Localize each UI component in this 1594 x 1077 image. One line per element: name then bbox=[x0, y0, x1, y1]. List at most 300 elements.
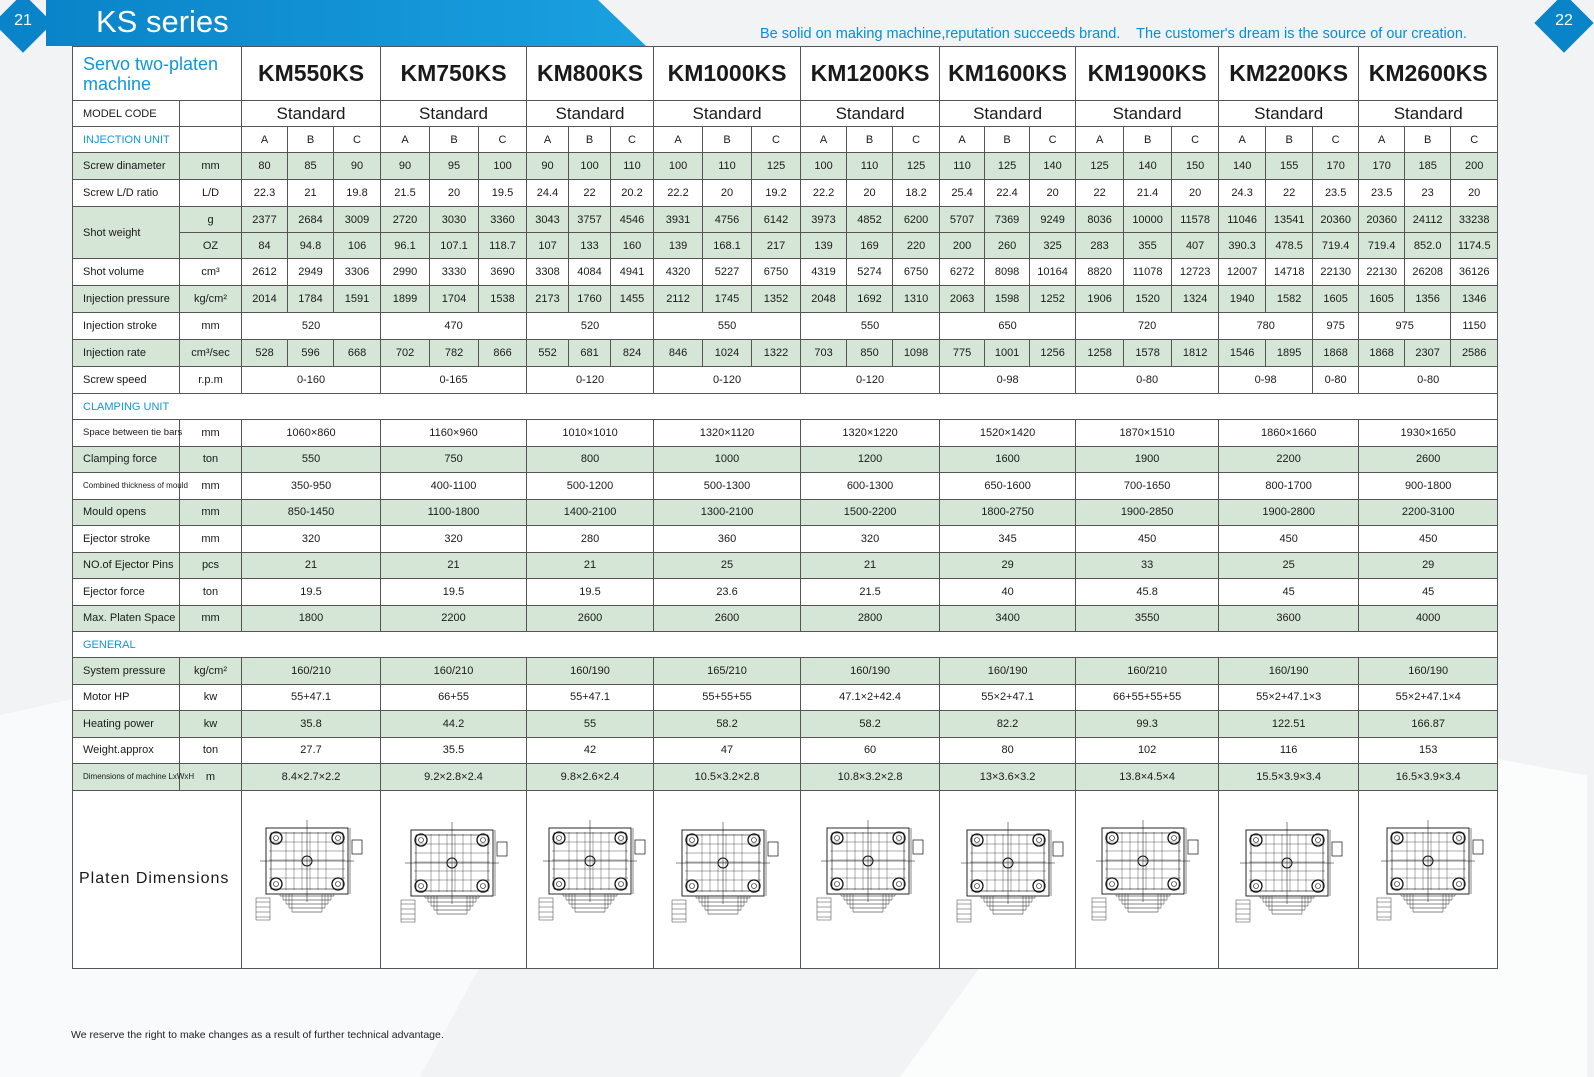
value-cell: 668 bbox=[334, 340, 381, 367]
value-cell: 55×2+47.1×3 bbox=[1219, 684, 1359, 711]
value-cell: 40 bbox=[940, 579, 1076, 606]
row-label: Dimensions of machine LxWxH bbox=[73, 764, 180, 791]
row-unit: ton bbox=[180, 446, 242, 473]
value-cell: 21.5 bbox=[801, 579, 940, 606]
value-cell: 0-98 bbox=[940, 367, 1076, 394]
value-cell: 1868 bbox=[1313, 340, 1359, 367]
value-cell: 700-1650 bbox=[1076, 473, 1219, 500]
value-cell: 116 bbox=[1219, 737, 1359, 764]
value-cell: 10164 bbox=[1030, 259, 1076, 286]
value-cell: 1258 bbox=[1076, 340, 1124, 367]
model-code-value: Standard bbox=[654, 101, 801, 127]
table-row bbox=[73, 552, 1498, 579]
value-cell: 22130 bbox=[1313, 259, 1359, 286]
table-row bbox=[73, 313, 1498, 340]
value-cell: 450 bbox=[1219, 526, 1359, 553]
value-cell: 55 bbox=[527, 711, 654, 738]
value-cell: 1605 bbox=[1313, 286, 1359, 313]
value-cell: 160/190 bbox=[801, 658, 940, 685]
value-cell: 22 bbox=[1266, 180, 1313, 207]
value-cell: 2048 bbox=[801, 286, 847, 313]
screw-option: C bbox=[893, 127, 940, 153]
value-cell: 45 bbox=[1219, 579, 1359, 606]
table-row bbox=[73, 233, 1498, 259]
value-cell: 3690 bbox=[479, 259, 527, 286]
value-cell: 160/210 bbox=[1076, 658, 1219, 685]
value-cell: 20 bbox=[430, 180, 479, 207]
row-unit: cm³/sec bbox=[180, 340, 242, 367]
value-cell: 12007 bbox=[1219, 259, 1266, 286]
value-cell: 100 bbox=[479, 153, 527, 180]
value-cell: 0-120 bbox=[801, 367, 940, 394]
value-cell: 2720 bbox=[381, 207, 430, 233]
value-cell: 1320×1220 bbox=[801, 420, 940, 447]
table-row bbox=[73, 790, 1498, 968]
value-cell: 170 bbox=[1313, 153, 1359, 180]
row-label: Clamping force bbox=[73, 446, 180, 473]
value-cell: 3030 bbox=[430, 207, 479, 233]
row-label: System pressure bbox=[73, 658, 180, 685]
value-cell: 320 bbox=[801, 526, 940, 553]
row-unit: cm³ bbox=[180, 259, 242, 286]
row-label: Space between tie bars bbox=[73, 420, 180, 447]
value-cell: 702 bbox=[381, 340, 430, 367]
value-cell: 90 bbox=[381, 153, 430, 180]
value-cell: 23.5 bbox=[1359, 180, 1405, 207]
value-cell: 2800 bbox=[801, 605, 940, 632]
row-unit: m bbox=[180, 764, 242, 791]
value-cell: 20 bbox=[847, 180, 893, 207]
value-cell: 185 bbox=[1405, 153, 1451, 180]
value-cell: 650 bbox=[940, 313, 1076, 340]
platen-drawing bbox=[527, 790, 654, 968]
table-row bbox=[73, 340, 1498, 367]
value-cell: 4084 bbox=[569, 259, 611, 286]
value-cell: 1900 bbox=[1076, 446, 1219, 473]
row-unit: kg/cm² bbox=[180, 658, 242, 685]
value-cell: 23.6 bbox=[654, 579, 801, 606]
value-cell: 2600 bbox=[527, 605, 654, 632]
model-header: KM1000KS bbox=[654, 47, 801, 101]
platen-drawing bbox=[1359, 790, 1498, 968]
value-cell: 1098 bbox=[893, 340, 940, 367]
model-code-value: Standard bbox=[1219, 101, 1359, 127]
value-cell: 155 bbox=[1266, 153, 1313, 180]
value-cell: 22.3 bbox=[242, 180, 288, 207]
value-cell: 23.5 bbox=[1313, 180, 1359, 207]
value-cell: 866 bbox=[479, 340, 527, 367]
value-cell: 29 bbox=[1359, 552, 1498, 579]
value-cell: 1100-1800 bbox=[381, 499, 527, 526]
value-cell: 550 bbox=[242, 446, 381, 473]
value-cell: 21 bbox=[801, 552, 940, 579]
table-row bbox=[73, 180, 1498, 207]
value-cell: 360 bbox=[654, 526, 801, 553]
model-code-value: Standard bbox=[1076, 101, 1219, 127]
screw-option: C bbox=[334, 127, 381, 153]
value-cell: 133 bbox=[569, 233, 611, 259]
value-cell: 90 bbox=[527, 153, 569, 180]
value-cell: 14718 bbox=[1266, 259, 1313, 286]
screw-option: A bbox=[940, 127, 985, 153]
value-cell: 33238 bbox=[1451, 207, 1498, 233]
value-cell: 19.2 bbox=[752, 180, 801, 207]
value-cell: 0-165 bbox=[381, 367, 527, 394]
value-cell: 66+55 bbox=[381, 684, 527, 711]
row-unit: mm bbox=[180, 499, 242, 526]
table-row bbox=[73, 207, 1498, 233]
table-row bbox=[73, 259, 1498, 286]
row-unit: OZ bbox=[180, 233, 242, 259]
value-cell: 47 bbox=[654, 737, 801, 764]
platen-diagram-icon bbox=[1230, 814, 1348, 944]
value-cell: 852.0 bbox=[1405, 233, 1451, 259]
value-cell: 217 bbox=[752, 233, 801, 259]
value-cell: 107 bbox=[527, 233, 569, 259]
value-cell: 2600 bbox=[654, 605, 801, 632]
table-row bbox=[73, 764, 1498, 791]
screw-option: C bbox=[752, 127, 801, 153]
value-cell: 1320×1120 bbox=[654, 420, 801, 447]
value-cell: 0-120 bbox=[654, 367, 801, 394]
value-cell: 19.5 bbox=[242, 579, 381, 606]
model-code-value: Standard bbox=[381, 101, 527, 127]
value-cell: 4546 bbox=[611, 207, 654, 233]
section-clamping-unit: CLAMPING UNIT bbox=[73, 394, 1498, 420]
value-cell: 7369 bbox=[985, 207, 1030, 233]
value-cell: 320 bbox=[242, 526, 381, 553]
value-cell: 19.5 bbox=[527, 579, 654, 606]
value-cell: 450 bbox=[1076, 526, 1219, 553]
value-cell: 21.5 bbox=[381, 180, 430, 207]
value-cell: 47.1×2+42.4 bbox=[801, 684, 940, 711]
platen-diagram-icon bbox=[252, 814, 370, 944]
value-cell: 22.2 bbox=[654, 180, 703, 207]
value-cell: 478.5 bbox=[1266, 233, 1313, 259]
value-cell: 4756 bbox=[703, 207, 752, 233]
value-cell: 100 bbox=[654, 153, 703, 180]
row-label: Shot weight bbox=[73, 207, 180, 259]
value-cell: 900-1800 bbox=[1359, 473, 1498, 500]
value-cell: 1900-2800 bbox=[1219, 499, 1359, 526]
model-header: KM550KS bbox=[242, 47, 381, 101]
value-cell: 26208 bbox=[1405, 259, 1451, 286]
value-cell: 166.87 bbox=[1359, 711, 1498, 738]
value-cell: 2014 bbox=[242, 286, 288, 313]
value-cell: 720 bbox=[1076, 313, 1219, 340]
screw-option: A bbox=[1359, 127, 1405, 153]
value-cell: 20 bbox=[1172, 180, 1219, 207]
value-cell: 345 bbox=[940, 526, 1076, 553]
screw-option: C bbox=[611, 127, 654, 153]
value-cell: 55+47.1 bbox=[527, 684, 654, 711]
value-cell: 24112 bbox=[1405, 207, 1451, 233]
value-cell: 775 bbox=[940, 340, 985, 367]
value-cell: 24.3 bbox=[1219, 180, 1266, 207]
value-cell: 35.8 bbox=[242, 711, 381, 738]
model-header: KM1900KS bbox=[1076, 47, 1219, 101]
row-unit: ton bbox=[180, 737, 242, 764]
value-cell: 21.4 bbox=[1124, 180, 1172, 207]
value-cell: 23 bbox=[1405, 180, 1451, 207]
value-cell: 2173 bbox=[527, 286, 569, 313]
slogan: Be solid on making machine,reputation succeeds brand. The customer's dream is the source of our creation. bbox=[760, 26, 1467, 42]
table-row bbox=[73, 632, 1498, 658]
value-cell: 110 bbox=[611, 153, 654, 180]
value-cell: 4852 bbox=[847, 207, 893, 233]
value-cell: 2112 bbox=[654, 286, 703, 313]
model-header: KM1200KS bbox=[801, 47, 940, 101]
value-cell: 29 bbox=[940, 552, 1076, 579]
value-cell: 160 bbox=[611, 233, 654, 259]
platen-dimensions-label: Platen Dimensions bbox=[73, 790, 242, 968]
value-cell: 22.4 bbox=[985, 180, 1030, 207]
value-cell: 9.8×2.6×2.4 bbox=[527, 764, 654, 791]
value-cell: 1322 bbox=[752, 340, 801, 367]
value-cell: 160/190 bbox=[1219, 658, 1359, 685]
row-label: Screw speed bbox=[73, 367, 180, 394]
value-cell: 2307 bbox=[1405, 340, 1451, 367]
screw-option: C bbox=[479, 127, 527, 153]
value-cell: 1520×1420 bbox=[940, 420, 1076, 447]
value-cell: 3400 bbox=[940, 605, 1076, 632]
row-label: Combined thickness of mould bbox=[73, 473, 180, 500]
value-cell: 1455 bbox=[611, 286, 654, 313]
value-cell: 500-1200 bbox=[527, 473, 654, 500]
value-cell: 42 bbox=[527, 737, 654, 764]
platen-diagram-icon bbox=[395, 814, 513, 944]
value-cell: 24.4 bbox=[527, 180, 569, 207]
value-cell: 4000 bbox=[1359, 605, 1498, 632]
table-row bbox=[73, 658, 1498, 685]
value-cell: 9249 bbox=[1030, 207, 1076, 233]
table-row bbox=[73, 579, 1498, 606]
screw-option: A bbox=[801, 127, 847, 153]
value-cell: 20.2 bbox=[611, 180, 654, 207]
value-cell: 1160×960 bbox=[381, 420, 527, 447]
specification-table bbox=[72, 46, 1498, 969]
model-header: KM800KS bbox=[527, 47, 654, 101]
table-row bbox=[73, 737, 1498, 764]
screw-option: A bbox=[242, 127, 288, 153]
value-cell: 782 bbox=[430, 340, 479, 367]
value-cell: 125 bbox=[752, 153, 801, 180]
value-cell: 2586 bbox=[1451, 340, 1498, 367]
value-cell: 153 bbox=[1359, 737, 1498, 764]
value-cell: 260 bbox=[985, 233, 1030, 259]
value-cell: 96.1 bbox=[381, 233, 430, 259]
value-cell: 1346 bbox=[1451, 286, 1498, 313]
value-cell: 350-950 bbox=[242, 473, 381, 500]
value-cell: 1520 bbox=[1124, 286, 1172, 313]
platen-diagram-icon bbox=[949, 814, 1067, 944]
row-label: Motor HP bbox=[73, 684, 180, 711]
value-cell: 160/210 bbox=[381, 658, 527, 685]
value-cell: 1400-2100 bbox=[527, 499, 654, 526]
value-cell: 1352 bbox=[752, 286, 801, 313]
value-cell: 139 bbox=[801, 233, 847, 259]
value-cell: 4320 bbox=[654, 259, 703, 286]
value-cell: 12723 bbox=[1172, 259, 1219, 286]
value-cell: 82.2 bbox=[940, 711, 1076, 738]
row-unit: mm bbox=[180, 420, 242, 447]
value-cell: 84 bbox=[242, 233, 288, 259]
platen-diagram-icon bbox=[1369, 814, 1487, 944]
value-cell: 0-160 bbox=[242, 367, 381, 394]
platen-drawing bbox=[381, 790, 527, 968]
value-cell: 2684 bbox=[288, 207, 334, 233]
row-label: Injection stroke bbox=[73, 313, 180, 340]
value-cell: 1150 bbox=[1451, 313, 1498, 340]
platen-diagram-icon bbox=[531, 814, 649, 944]
table-row bbox=[73, 473, 1498, 500]
value-cell: 2600 bbox=[1359, 446, 1498, 473]
model-code-value: Standard bbox=[940, 101, 1076, 127]
section-injection-unit: INJECTION UNIT bbox=[73, 127, 180, 153]
value-cell: 2990 bbox=[381, 259, 430, 286]
row-label: NO.of Ejector Pins bbox=[73, 552, 180, 579]
value-cell: 3306 bbox=[334, 259, 381, 286]
table-row bbox=[73, 605, 1498, 632]
platen-drawing bbox=[242, 790, 381, 968]
value-cell: 2612 bbox=[242, 259, 288, 286]
value-cell: 8036 bbox=[1076, 207, 1124, 233]
value-cell: 35.5 bbox=[381, 737, 527, 764]
value-cell: 55+55+55 bbox=[654, 684, 801, 711]
value-cell: 800 bbox=[527, 446, 654, 473]
value-cell: 650-1600 bbox=[940, 473, 1076, 500]
value-cell: 20 bbox=[1451, 180, 1498, 207]
table-row bbox=[73, 499, 1498, 526]
value-cell: 200 bbox=[940, 233, 985, 259]
value-cell: 25.4 bbox=[940, 180, 985, 207]
row-label: Ejector force bbox=[73, 579, 180, 606]
value-cell: 2200 bbox=[381, 605, 527, 632]
model-code-value: Standard bbox=[527, 101, 654, 127]
value-cell: 596 bbox=[288, 340, 334, 367]
value-cell: 780 bbox=[1219, 313, 1313, 340]
value-cell: 1300-2100 bbox=[654, 499, 801, 526]
value-cell: 1906 bbox=[1076, 286, 1124, 313]
value-cell: 8820 bbox=[1076, 259, 1124, 286]
value-cell: 550 bbox=[801, 313, 940, 340]
value-cell: 280 bbox=[527, 526, 654, 553]
value-cell: 1745 bbox=[703, 286, 752, 313]
header bbox=[0, 0, 1587, 46]
value-cell: 94.8 bbox=[288, 233, 334, 259]
value-cell: 200 bbox=[1451, 153, 1498, 180]
value-cell: 90 bbox=[334, 153, 381, 180]
value-cell: 125 bbox=[1076, 153, 1124, 180]
platen-drawing bbox=[940, 790, 1076, 968]
value-cell: 36126 bbox=[1451, 259, 1498, 286]
value-cell: 15.5×3.9×3.4 bbox=[1219, 764, 1359, 791]
platen-diagram-icon bbox=[811, 814, 929, 944]
value-cell: 470 bbox=[381, 313, 527, 340]
screw-option: A bbox=[1219, 127, 1266, 153]
value-cell: 45.8 bbox=[1076, 579, 1219, 606]
value-cell: 1895 bbox=[1266, 340, 1313, 367]
screw-option: B bbox=[703, 127, 752, 153]
value-cell: 2200 bbox=[1219, 446, 1359, 473]
value-cell: 528 bbox=[242, 340, 288, 367]
value-cell: 58.2 bbox=[801, 711, 940, 738]
table-row bbox=[73, 101, 1498, 127]
value-cell: 33 bbox=[1076, 552, 1219, 579]
screw-option: C bbox=[1451, 127, 1498, 153]
row-label: Weight.approx bbox=[73, 737, 180, 764]
model-code-value: Standard bbox=[801, 101, 940, 127]
value-cell: 5227 bbox=[703, 259, 752, 286]
value-cell: 19.5 bbox=[381, 579, 527, 606]
value-cell: 0-98 bbox=[1219, 367, 1313, 394]
table-row bbox=[73, 394, 1498, 420]
value-cell: 1060×860 bbox=[242, 420, 381, 447]
value-cell: 20 bbox=[1030, 180, 1076, 207]
model-code-label: MODEL CODE bbox=[73, 101, 180, 127]
value-cell: 55+47.1 bbox=[242, 684, 381, 711]
value-cell: 1356 bbox=[1405, 286, 1451, 313]
section-general: GENERAL bbox=[73, 632, 1498, 658]
value-cell: 1870×1510 bbox=[1076, 420, 1219, 447]
value-cell: 22 bbox=[569, 180, 611, 207]
value-cell: 60 bbox=[801, 737, 940, 764]
value-cell: 160/190 bbox=[527, 658, 654, 685]
screw-option: B bbox=[1266, 127, 1313, 153]
value-cell: 1900-2850 bbox=[1076, 499, 1219, 526]
value-cell: 1001 bbox=[985, 340, 1030, 367]
screw-option: C bbox=[1030, 127, 1076, 153]
model-code-value: Standard bbox=[242, 101, 381, 127]
value-cell: 703 bbox=[801, 340, 847, 367]
value-cell: 320 bbox=[381, 526, 527, 553]
row-label: Mould opens bbox=[73, 499, 180, 526]
value-cell: 99.3 bbox=[1076, 711, 1219, 738]
value-cell: 22130 bbox=[1359, 259, 1405, 286]
row-label: Ejector stroke bbox=[73, 526, 180, 553]
value-cell: 3550 bbox=[1076, 605, 1219, 632]
screw-option: A bbox=[381, 127, 430, 153]
table-row bbox=[73, 367, 1498, 394]
value-cell: 16.5×3.9×3.4 bbox=[1359, 764, 1498, 791]
screw-option: A bbox=[654, 127, 703, 153]
value-cell: 1600 bbox=[940, 446, 1076, 473]
row-unit: g bbox=[180, 207, 242, 233]
screw-option: C bbox=[1172, 127, 1219, 153]
value-cell: 500-1300 bbox=[654, 473, 801, 500]
footnote: We reserve the right to make changes as a result of further technical advantage. bbox=[71, 1029, 444, 1041]
value-cell: 10.5×3.2×2.8 bbox=[654, 764, 801, 791]
value-cell: 824 bbox=[611, 340, 654, 367]
value-cell: 1940 bbox=[1219, 286, 1266, 313]
value-cell: 975 bbox=[1359, 313, 1451, 340]
value-cell: 6750 bbox=[893, 259, 940, 286]
value-cell: 3757 bbox=[569, 207, 611, 233]
model-header: KM1600KS bbox=[940, 47, 1076, 101]
row-unit: mm bbox=[180, 605, 242, 632]
series-title: KS series bbox=[96, 4, 229, 39]
corner-label: Servo two-platen machine bbox=[73, 47, 242, 101]
value-cell: 846 bbox=[654, 340, 703, 367]
value-cell: 1868 bbox=[1359, 340, 1405, 367]
row-unit: kw bbox=[180, 711, 242, 738]
value-cell: 1692 bbox=[847, 286, 893, 313]
value-cell: 390.3 bbox=[1219, 233, 1266, 259]
empty-cell bbox=[180, 127, 242, 153]
value-cell: 520 bbox=[527, 313, 654, 340]
value-cell: 850-1450 bbox=[242, 499, 381, 526]
value-cell: 1010×1010 bbox=[527, 420, 654, 447]
